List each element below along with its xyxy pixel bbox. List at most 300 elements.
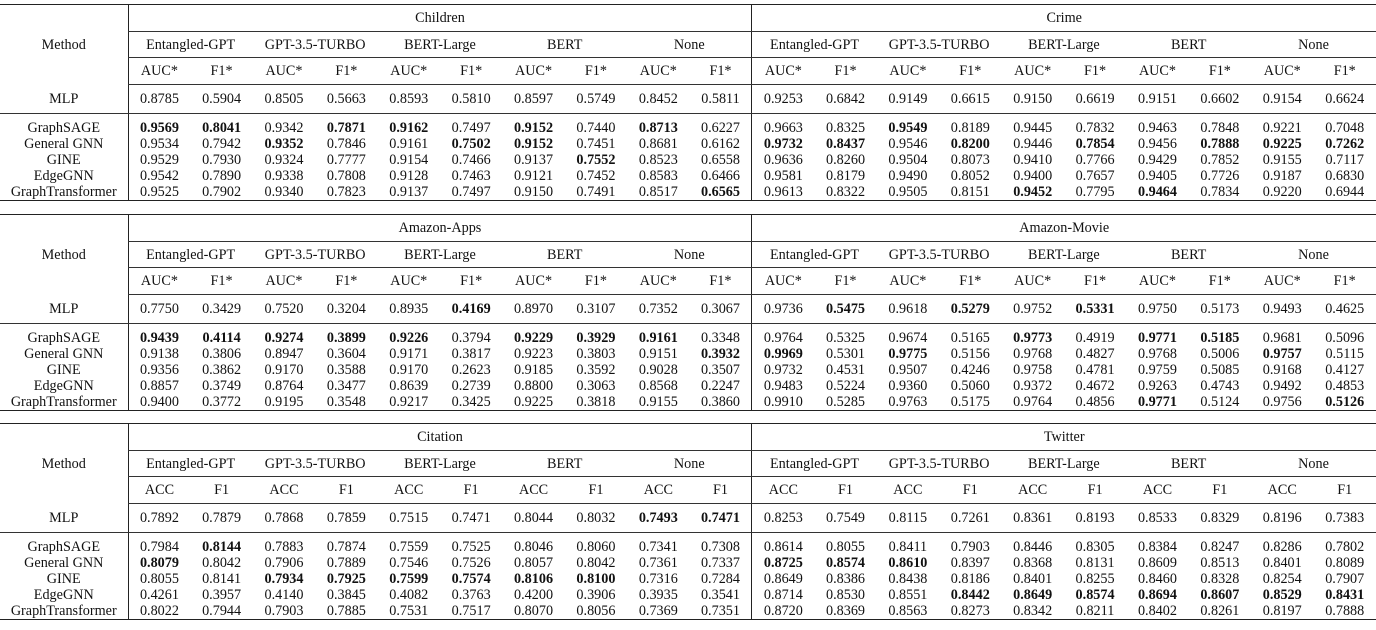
metric-value: 0.8046 [514,539,554,555]
metric-value: 0.8144 [202,539,242,555]
metric-value: 0.7906 [264,555,304,571]
metric-value: 0.9768 [1013,346,1053,362]
metric-value: 0.3817 [451,346,491,362]
metric-value: 0.7262 [1325,136,1365,152]
metric-header: AUC* [752,268,814,295]
model-header: BERT-Large [1001,242,1126,268]
metric-value: 0.7497 [451,120,491,136]
metric-value: 0.9195 [253,394,315,411]
metric-value: 0.7854 [1075,136,1115,152]
table-row [0,587,1376,603]
metric-value: 0.5185 [1200,330,1240,346]
metric-value: 0.7383 [1313,504,1376,533]
metric-value: 0.9525 [128,184,190,201]
metric-header: AUC* [877,58,939,85]
metric-header: AUC* [1126,268,1188,295]
metric-header: ACC [1126,477,1188,504]
metric-value: 0.5325 [825,330,865,346]
metric-value: 0.5301 [825,346,865,362]
metric-value: 0.7531 [378,603,440,620]
metric-value: 0.7984 [128,539,190,555]
metric-value: 0.8857 [128,378,190,394]
metric-value: 0.8141 [202,571,242,587]
metric-value: 0.7117 [1325,152,1364,168]
metric-value: 0.8211 [1064,603,1126,620]
metric-value: 0.7502 [451,136,491,152]
metric-value: 0.7517 [440,603,502,620]
metric-value: 0.9220 [1251,184,1313,201]
metric-value: 0.9154 [1251,85,1313,114]
metric-value: 0.8935 [378,295,440,324]
metric-value: 0.4672 [1075,378,1115,394]
metric-value: 0.5811 [690,85,752,114]
metric-value: 0.7848 [1200,120,1240,136]
table-row [0,539,1376,555]
metric-value: 0.3477 [326,378,366,394]
metric-value: 0.9581 [752,168,814,184]
metric-value: 0.8568 [638,378,678,394]
metric-value: 0.9775 [888,346,928,362]
metric-value: 0.8254 [1262,571,1302,587]
metric-value: 0.8551 [888,587,928,603]
metric-value: 0.9549 [888,120,928,136]
model-header: BERT [502,32,627,58]
metric-value: 0.8189 [950,120,990,136]
metric-value: 0.9732 [752,136,814,152]
metric-value: 0.9352 [264,136,304,152]
metric-value: 0.7846 [326,136,366,152]
metric-value: 0.3425 [440,394,502,411]
metric-value: 0.8044 [502,504,564,533]
metric-value: 0.8597 [502,85,564,114]
metric-value: 0.3763 [451,587,491,603]
metric-value: 0.8369 [814,603,876,620]
metric-value: 0.9155 [1262,152,1302,168]
metric-value: 0.7599 [389,571,429,587]
metric-value: 0.3957 [202,587,242,603]
metric-value: 0.9750 [1126,295,1188,324]
metric-value: 0.8261 [1189,603,1251,620]
metric-value: 0.8342 [1001,603,1063,620]
model-header: BERT-Large [378,451,503,477]
metric-value: 0.8253 [752,504,814,533]
metric-value: 0.8322 [814,184,876,201]
method-name: GraphTransformer [0,394,128,411]
metric-value: 0.9445 [1013,120,1053,136]
metric-value: 0.6615 [939,85,1001,114]
metric-value: 0.9225 [502,394,564,411]
metric-value: 0.8523 [638,152,678,168]
metric-value: 0.8411 [888,539,928,555]
metric-value: 0.8609 [1137,555,1177,571]
metric-value: 0.9253 [752,85,814,114]
metric-value: 0.8530 [825,587,865,603]
metric-value: 0.5475 [814,295,876,324]
metric-value: 0.8131 [1075,555,1115,571]
metric-value: 0.3548 [315,394,377,411]
method-name: EdgeGNN [33,587,94,603]
metric-value: 0.8438 [888,571,928,587]
metric-value: 0.8397 [950,555,990,571]
metric-value: 0.4743 [1200,378,1240,394]
metric-value: 0.4781 [1075,362,1115,378]
method-name: GraphSAGE [27,120,100,136]
metric-value: 0.4082 [389,587,429,603]
metric-value: 0.4140 [264,587,304,603]
metric-value: 0.9342 [264,120,304,136]
model-header: BERT [1126,242,1251,268]
metric-header: F1 [814,477,876,504]
metric-value: 0.6565 [690,184,752,201]
metric-header: AUC* [253,58,315,85]
metric-value: 0.8970 [502,295,564,324]
metric-value: 0.7832 [1075,120,1115,136]
metric-value: 0.9490 [888,168,928,184]
metric-value: 0.9170 [389,362,429,378]
metric-header: F1 [190,477,252,504]
metric-value: 0.8197 [1251,603,1313,620]
table-row [0,136,1376,152]
metric-value: 0.8639 [389,378,429,394]
metric-value: 0.8725 [752,555,814,571]
metric-value: 0.8056 [565,603,627,620]
method-name: GINE [46,362,81,378]
metric-value: 0.3862 [202,362,242,378]
metric-value: 0.9151 [638,346,678,362]
metric-value: 0.3429 [190,295,252,324]
metric-value: 0.3204 [315,295,377,324]
metric-value: 0.7369 [627,603,689,620]
metric-value: 0.8681 [638,136,678,152]
metric-value: 0.7871 [326,120,366,136]
metric-value: 0.4856 [1064,394,1126,411]
metric-value: 0.7493 [627,504,689,533]
metric-value: 0.8713 [638,120,678,136]
metric-value: 0.9121 [514,168,554,184]
metric-value: 0.8286 [1262,539,1302,555]
method-name: GraphSAGE [27,539,100,555]
metric-value: 0.8196 [1251,504,1313,533]
metric-value: 0.7903 [950,539,990,555]
metric-value: 0.3845 [326,587,366,603]
dataset-header: Citation [128,424,752,451]
metric-value: 0.9618 [877,295,939,324]
metric-header: ACC [1251,477,1313,504]
metric-header: AUC* [1002,58,1064,85]
metric-value: 0.7497 [440,184,502,201]
metric-value: 0.8529 [1262,587,1302,603]
metric-value: 0.5124 [1189,394,1251,411]
dataset-header: Children [128,5,752,32]
metric-value: 0.3929 [576,330,616,346]
metric-header: ACC [502,477,564,504]
metric-value: 0.7352 [627,295,689,324]
metric-value: 0.9529 [128,152,190,168]
metric-value: 0.9150 [502,184,564,201]
method-name: GraphTransformer [0,184,128,201]
metric-value: 0.9969 [752,346,814,362]
metric-value: 0.9492 [1262,378,1302,394]
metric-value: 0.8368 [1013,555,1053,571]
metric-value: 0.7451 [576,136,616,152]
dataset-header: Crime [752,5,1376,32]
method-name: General GNN [24,136,104,152]
metric-value: 0.8460 [1137,571,1177,587]
metric-value: 0.3588 [326,362,366,378]
metric-value: 0.9569 [128,120,190,136]
metric-value: 0.7261 [939,504,1001,533]
model-header: BERT [1126,32,1251,58]
metric-value: 0.8055 [128,571,190,587]
metric-value: 0.8305 [1075,539,1115,555]
metric-value: 0.5224 [825,378,865,394]
metric-value: 0.9155 [627,394,689,411]
metric-value: 0.7361 [638,555,678,571]
metric-value: 0.9168 [1262,362,1302,378]
metric-value: 0.5165 [950,330,990,346]
metric-value: 0.9752 [1001,295,1063,324]
metric-value: 0.3935 [638,587,678,603]
metric-value: 0.8200 [950,136,990,152]
metric-header: F1* [565,268,627,295]
metric-header: F1* [565,58,627,85]
metric-value: 0.5279 [939,295,1001,324]
metric-value: 0.5175 [939,394,1001,411]
metric-value: 0.9674 [888,330,928,346]
metric-value: 0.8042 [202,555,242,571]
method-name: General GNN [24,346,104,362]
metric-value: 0.8402 [1126,603,1188,620]
metric-value: 0.8273 [939,603,1001,620]
table-row [0,394,1376,411]
metric-value: 0.8361 [1001,504,1063,533]
model-header: None [627,242,752,268]
metric-value: 0.9757 [1262,346,1302,362]
metric-value: 0.4200 [514,587,554,603]
metric-header: AUC* [502,58,564,85]
metric-value: 0.5096 [1325,330,1365,346]
metric-value: 0.7879 [190,504,252,533]
metric-header: F1 [315,477,377,504]
metric-value: 0.9229 [514,330,554,346]
metric-header: AUC* [877,268,939,295]
metric-header: F1* [1064,268,1126,295]
metric-value: 0.8764 [264,378,304,394]
metric-value: 0.9483 [752,378,814,394]
metric-value: 0.4919 [1075,330,1115,346]
metric-value: 0.9400 [128,394,190,411]
metric-value: 0.8593 [378,85,440,114]
metric-value: 0.7874 [326,539,366,555]
metric-value: 0.9263 [1137,378,1177,394]
metric-header: F1* [190,58,252,85]
metric-value: 0.8060 [576,539,616,555]
metric-value: 0.8247 [1200,539,1240,555]
metric-header: AUC* [1001,268,1063,295]
metric-value: 0.4853 [1325,378,1365,394]
model-header: GPT-3.5-TURBO [877,242,1002,268]
metric-value: 0.9154 [389,152,429,168]
metric-value: 0.5156 [950,346,990,362]
metric-header: AUC* [1251,58,1313,85]
metric-value: 0.8607 [1200,587,1240,603]
metric-value: 0.7341 [638,539,678,555]
metric-value: 0.9356 [128,362,190,378]
dataset-header: Amazon-Movie [752,215,1376,242]
metric-header: AUC* [1126,58,1188,85]
metric-value: 0.5085 [1200,362,1240,378]
metric-header: F1* [190,268,252,295]
method-header: Method [0,424,128,504]
metric-value: 0.9736 [752,295,814,324]
metric-value: 0.7888 [1313,603,1376,620]
method-name: GINE [46,571,81,587]
table-row [0,152,1376,168]
metric-value: 0.8255 [1075,571,1115,587]
metric-value: 0.7559 [389,539,429,555]
metric-header: AUC* [752,58,814,85]
metric-header: F1 [1313,477,1376,504]
model-header: GPT-3.5-TURBO [877,451,1002,477]
metric-value: 0.9360 [888,378,928,394]
table-row [0,362,1376,378]
metric-value: 0.5006 [1200,346,1240,362]
metric-value: 0.7942 [202,136,242,152]
metric-value: 0.9773 [1013,330,1053,346]
metric-value: 0.2739 [451,378,491,394]
metric-value: 0.9149 [877,85,939,114]
metric-value: 0.3507 [700,362,740,378]
table-row [0,603,1376,620]
metric-value: 0.7308 [700,539,740,555]
table-row [0,295,1376,324]
metric-value: 0.4261 [128,587,190,603]
metric-value: 0.2247 [700,378,740,394]
model-header: BERT-Large [1001,451,1126,477]
metric-value: 0.7944 [190,603,252,620]
model-header: None [627,451,752,477]
metric-value: 0.6227 [700,120,740,136]
model-header: Entangled-GPT [752,242,877,268]
metric-value: 0.6619 [1064,85,1126,114]
metric-value: 0.8720 [752,603,814,620]
table-row [0,168,1376,184]
metric-value: 0.7657 [1075,168,1115,184]
table-row [0,571,1376,587]
metric-value: 0.3794 [451,330,491,346]
metric-header: AUC* [378,58,440,85]
metric-value: 0.9464 [1126,184,1188,201]
model-header: GPT-3.5-TURBO [253,242,378,268]
table-row [0,378,1376,394]
metric-value: 0.8055 [825,539,865,555]
metric-value: 0.9546 [888,136,928,152]
metric-value: 0.9223 [514,346,554,362]
metric-value: 0.8042 [576,555,616,571]
metric-value: 0.5126 [1313,394,1376,411]
metric-value: 0.8452 [627,85,689,114]
metric-value: 0.9405 [1137,168,1177,184]
metric-value: 0.9456 [1137,136,1177,152]
metric-header: F1* [1064,58,1126,85]
metric-value: 0.8431 [1325,587,1365,603]
metric-value: 0.8386 [825,571,865,587]
metric-value: 0.9759 [1137,362,1177,378]
metric-value: 0.9152 [514,136,554,152]
table-row [0,346,1376,362]
metric-value: 0.8179 [826,168,866,184]
metric-value: 0.9764 [1001,394,1063,411]
method-header: Method [0,215,128,295]
table-row [0,85,1376,114]
metric-value: 0.7823 [315,184,377,201]
method-name: MLP [0,85,128,114]
metric-value: 0.4827 [1075,346,1115,362]
metric-value: 0.7903 [253,603,315,620]
table-row [0,330,1376,346]
metric-value: 0.9505 [877,184,939,201]
results-table [0,214,1376,411]
metric-header: F1* [440,58,502,85]
metric-value: 0.6558 [700,152,740,168]
metric-value: 0.3806 [202,346,242,362]
metric-header: F1* [1313,268,1376,295]
metric-value: 0.3749 [202,378,242,394]
results-table-block-0 [0,4,1376,201]
metric-value: 0.4625 [1313,295,1376,324]
model-header: BERT [502,451,627,477]
model-header: GPT-3.5-TURBO [877,32,1002,58]
metric-header: F1 [565,477,627,504]
metric-header: F1* [1313,58,1376,85]
metric-value: 0.9507 [888,362,928,378]
metric-value: 0.9162 [389,120,429,136]
metric-value: 0.8446 [1013,539,1053,555]
metric-value: 0.6162 [700,136,740,152]
metric-value: 0.2623 [451,362,491,378]
metric-header: F1* [315,58,377,85]
metric-header: F1* [814,58,876,85]
metric-value: 0.6944 [1313,184,1376,201]
metric-value: 0.9758 [1013,362,1053,378]
metric-value: 0.7048 [1325,120,1365,136]
metric-value: 0.7552 [576,152,616,168]
metric-value: 0.5810 [440,85,502,114]
metric-value: 0.7337 [700,555,740,571]
metric-value: 0.7859 [315,504,377,533]
metric-value: 0.8947 [264,346,304,362]
results-table-block-1 [0,214,1376,411]
metric-value: 0.9170 [264,362,304,378]
metric-value: 0.7549 [814,504,876,533]
metric-header: AUC* [502,268,564,295]
metric-value: 0.8785 [128,85,190,114]
metric-value: 0.8328 [1200,571,1240,587]
metric-value: 0.5285 [814,394,876,411]
metric-value: 0.3899 [326,330,366,346]
metric-value: 0.7726 [1200,168,1240,184]
metric-value: 0.7546 [389,555,429,571]
metric-value: 0.9768 [1137,346,1177,362]
metric-value: 0.8106 [514,571,554,587]
metric-value: 0.8151 [939,184,1001,201]
metric-header: F1* [1189,58,1251,85]
model-header: None [1251,451,1376,477]
metric-value: 0.8517 [627,184,689,201]
metric-value: 0.8401 [1262,555,1302,571]
metric-value: 0.3604 [326,346,366,362]
method-name: MLP [0,504,128,533]
